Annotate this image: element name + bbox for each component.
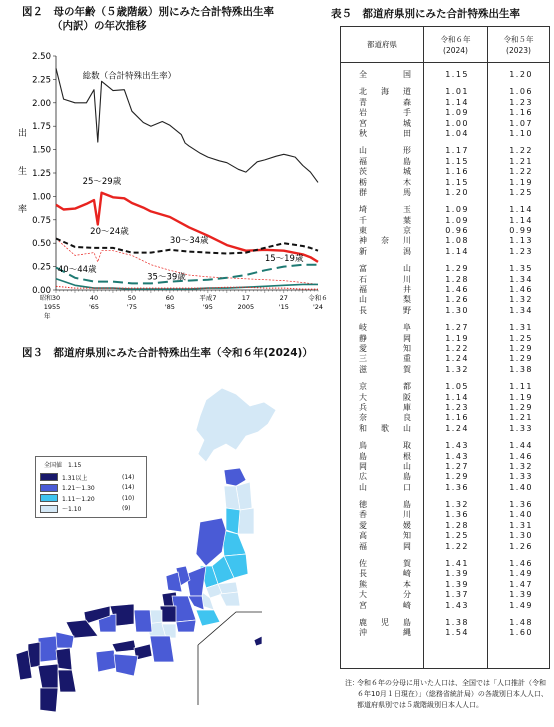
cell-r5: 1.29 xyxy=(509,354,533,364)
y-tick-label: 1.50 xyxy=(32,145,51,156)
legend-swatch xyxy=(40,484,58,492)
cell-prefecture: 長野 xyxy=(359,305,411,315)
cell-prefecture: 佐賀 xyxy=(359,559,411,569)
table-row-group xyxy=(424,70,487,80)
header-r6: 令和６年 (2024) xyxy=(423,27,487,62)
cell-r6: 1.28 xyxy=(445,520,469,530)
y-tick-label: 2.00 xyxy=(32,98,51,109)
cell-prefecture: 山梨 xyxy=(359,295,411,305)
prefecture-shape xyxy=(56,632,74,648)
table-row-group xyxy=(424,87,487,139)
prefecture-shape xyxy=(96,650,116,672)
y-tick-label: 1.75 xyxy=(32,122,51,133)
cell-r6: 1.54 xyxy=(445,628,469,638)
x-tick-label-year: '95 xyxy=(202,303,213,311)
legend-label: 1.31以上 xyxy=(62,474,88,482)
y-tick-label: 1.00 xyxy=(32,192,51,203)
cell-prefecture: 福井 xyxy=(359,285,411,295)
table-row-group xyxy=(424,146,487,198)
series-label: 20～24歳 xyxy=(90,226,129,237)
table-row-group xyxy=(488,70,549,80)
cell-prefecture: 高知 xyxy=(359,531,411,541)
cell-r5: 1.30 xyxy=(509,531,533,541)
y-tick-label: 1.25 xyxy=(32,169,51,179)
x-axis xyxy=(40,290,328,320)
y-tick-label: 2.50 xyxy=(32,52,51,62)
x-tick-label-era: 40 xyxy=(89,294,99,302)
x-tick-label-year: '24 xyxy=(312,303,324,311)
cell-r6: 1.27 xyxy=(445,323,469,333)
x-tick-label-year: 1955 xyxy=(43,303,61,311)
cell-r6: 1.24 xyxy=(445,423,469,433)
note-text: 令和６年の分母に用いた人口は、全国では「人口推計（令和６年10月１日現在）」（総務省統計局）の各歳別日本人人口、都道府県別では５歳階級別日本人人口。 xyxy=(357,679,548,709)
cell-prefecture: 愛知 xyxy=(359,343,411,353)
legend-swatch xyxy=(40,494,58,502)
table-row-group xyxy=(424,382,487,434)
legend-count: (14) xyxy=(122,484,135,492)
cell-r6: 1.05 xyxy=(445,382,469,392)
cell-r5: 1.33 xyxy=(509,472,533,482)
cell-prefecture: 全国 xyxy=(359,70,411,79)
cell-prefecture: 山形 xyxy=(359,146,411,156)
cell-r6: 1.15 xyxy=(445,70,469,79)
x-tick-label-era: 50 xyxy=(127,294,137,302)
cell-r5: 1.26 xyxy=(509,541,533,551)
cell-prefecture: 福島 xyxy=(359,156,411,166)
prefecture-shape xyxy=(224,468,246,486)
table-row-group xyxy=(424,441,487,493)
y-axis-label xyxy=(18,127,27,215)
cell-r5: 1.46 xyxy=(509,285,533,295)
legend-swatch xyxy=(40,505,58,513)
cell-r5: 1.07 xyxy=(509,118,533,128)
x-year-char: 年 xyxy=(44,312,51,320)
cell-r6: 1.36 xyxy=(445,510,469,520)
cell-r6: 1.08 xyxy=(445,236,469,246)
prefecture-shape xyxy=(56,648,72,670)
cell-prefecture: 鳥取 xyxy=(359,441,411,451)
cell-r5: 1.48 xyxy=(509,617,533,627)
prefecture-shape xyxy=(196,610,220,626)
cell-r5: 1.23 xyxy=(509,97,533,107)
cell-prefecture: 東京 xyxy=(359,226,411,236)
cell-r5: 1.20 xyxy=(509,70,533,79)
japan-prefecture-map xyxy=(0,370,330,720)
cell-prefecture: 茨城 xyxy=(359,167,411,177)
cell-r6: 1.17 xyxy=(445,146,469,156)
table-row-group xyxy=(341,323,423,375)
cell-r6: 1.29 xyxy=(445,472,469,482)
cell-prefecture: 北海道 xyxy=(359,87,411,97)
cell-r6: 0.96 xyxy=(445,226,469,236)
cell-r5: 1.31 xyxy=(509,520,533,530)
cell-prefecture: 三重 xyxy=(359,354,411,364)
legend-count: (9) xyxy=(122,505,131,513)
table-body xyxy=(341,63,549,668)
cell-r6: 1.32 xyxy=(445,364,469,374)
cell-r6: 1.32 xyxy=(445,500,469,510)
cell-prefecture: 石川 xyxy=(359,274,411,284)
cell-r6: 1.43 xyxy=(445,441,469,451)
cell-r6: 1.14 xyxy=(445,97,469,107)
r5-column xyxy=(487,63,549,668)
prefecture-shape xyxy=(40,688,58,712)
cell-r6: 1.39 xyxy=(445,579,469,589)
table-row-group xyxy=(488,323,549,375)
table-row-group xyxy=(488,618,549,639)
fig3-title: 図３ 都道府県別にみた合計特殊出生率（令和６年(2024)） xyxy=(22,347,313,359)
table-row-group xyxy=(488,87,549,139)
series-label: 40～44歳 xyxy=(57,265,97,276)
prefecture-shape xyxy=(114,654,138,676)
legend-count: (14) xyxy=(122,473,135,481)
series-label: 35～39歳 xyxy=(147,272,186,283)
table-row-group xyxy=(424,500,487,552)
cell-r6: 1.39 xyxy=(445,569,469,579)
cell-r6: 1.09 xyxy=(445,205,469,215)
prefecture-regions xyxy=(16,388,276,712)
cell-r6: 1.23 xyxy=(445,402,469,412)
cell-r6: 1.22 xyxy=(445,541,469,551)
cell-prefecture: 岡山 xyxy=(359,461,411,471)
x-tick-label-year: '85 xyxy=(164,303,175,311)
cell-prefecture: 長崎 xyxy=(359,569,411,579)
cell-prefecture: 山口 xyxy=(359,482,411,492)
cell-prefecture: 岩手 xyxy=(359,108,411,118)
table-row-group xyxy=(488,500,549,552)
cell-r6: 1.00 xyxy=(445,118,469,128)
cell-r6: 1.20 xyxy=(445,187,469,197)
cell-prefecture: 福岡 xyxy=(359,541,411,551)
cell-r5: 1.21 xyxy=(509,413,533,423)
table-row-group xyxy=(488,559,549,611)
table5-title: 表５ 都道府県別にみた合計特殊出生率 xyxy=(331,8,520,20)
prefecture-shape xyxy=(176,620,196,632)
cell-r6: 1.16 xyxy=(445,167,469,177)
cell-r6: 1.38 xyxy=(445,617,469,627)
table-row-group xyxy=(341,441,423,493)
cell-r5: 1.29 xyxy=(509,343,533,353)
cell-r6: 1.29 xyxy=(445,264,469,274)
cell-r6: 1.27 xyxy=(445,461,469,471)
prefecture-shape xyxy=(134,610,152,632)
cell-r6: 1.36 xyxy=(445,482,469,492)
cell-r6: 1.43 xyxy=(445,451,469,461)
legend-swatch xyxy=(40,473,58,481)
cell-prefecture: 鹿児島 xyxy=(359,617,411,627)
fig2-subtitle: （内訳）の年次推移 xyxy=(52,20,147,32)
cell-prefecture: 栃木 xyxy=(359,177,411,187)
cell-prefecture: 神奈川 xyxy=(359,236,411,246)
cell-r5: 1.49 xyxy=(509,600,533,610)
cell-r6: 1.09 xyxy=(445,108,469,118)
series-label: 総数（合計特殊出生率） xyxy=(82,71,177,82)
prefecture-shape xyxy=(160,606,176,622)
y-tick-label: 0.00 xyxy=(32,286,51,296)
table-row-group xyxy=(424,618,487,639)
cell-r5: 1.32 xyxy=(509,461,533,471)
cell-r5: 1.13 xyxy=(509,236,533,246)
cell-prefecture: 群馬 xyxy=(359,187,411,197)
cell-r6: 1.01 xyxy=(445,87,469,97)
cell-r5: 1.19 xyxy=(509,392,533,402)
cell-r5: 1.47 xyxy=(509,579,533,589)
prefecture-shape xyxy=(150,636,174,662)
table-row-group xyxy=(488,146,549,198)
y-tick-label: 0.75 xyxy=(32,215,51,226)
cell-r5: 1.38 xyxy=(509,364,533,374)
x-tick-label-year: 2005 xyxy=(237,303,255,311)
cell-r5: 1.40 xyxy=(509,510,533,520)
cell-prefecture: 兵庫 xyxy=(359,402,411,412)
cell-r6: 1.16 xyxy=(445,413,469,423)
cell-prefecture: 和歌山 xyxy=(359,423,411,433)
cell-prefecture: 徳島 xyxy=(359,500,411,510)
table-row-group xyxy=(341,382,423,434)
cell-r5: 1.31 xyxy=(509,323,533,333)
cell-r5: 1.34 xyxy=(509,305,533,315)
cell-prefecture: 広島 xyxy=(359,472,411,482)
cell-r5: 1.33 xyxy=(509,423,533,433)
table-row-group xyxy=(341,500,423,552)
legend-item xyxy=(40,472,142,483)
fig2-line-chart xyxy=(0,36,330,336)
x-tick-label-year: '15 xyxy=(278,303,289,311)
cell-r6: 1.41 xyxy=(445,559,469,569)
cell-r5: 1.39 xyxy=(509,590,533,600)
table-row-group xyxy=(424,559,487,611)
fig2-title: 図２ 母の年齢（５歳階級）別にみた合計特殊出生率 xyxy=(22,6,274,18)
header-prefecture: 都道府県 xyxy=(367,40,397,49)
x-tick-label-era: 令和６ xyxy=(308,294,328,302)
cell-r5: 1.36 xyxy=(509,500,533,510)
cell-r6: 1.46 xyxy=(445,285,469,295)
cell-r5: 1.46 xyxy=(509,451,533,461)
table-row-group xyxy=(341,264,423,316)
cell-r5: 1.14 xyxy=(509,205,533,215)
cell-r5: 1.21 xyxy=(509,156,533,166)
cell-prefecture: 岐阜 xyxy=(359,323,411,333)
x-tick-label-era: 27 xyxy=(279,294,288,302)
cell-r6: 1.15 xyxy=(445,177,469,187)
cell-r5: 1.22 xyxy=(509,146,533,156)
series-line xyxy=(56,279,318,289)
prefecture-tfr-table xyxy=(340,26,550,669)
cell-r5: 1.40 xyxy=(509,482,533,492)
table-row-group xyxy=(488,205,549,257)
prefecture-shape xyxy=(226,508,240,534)
table-row-group xyxy=(341,559,423,611)
cell-r5: 1.23 xyxy=(509,246,533,256)
cell-prefecture: 沖縄 xyxy=(359,628,411,638)
table-header xyxy=(341,27,549,63)
note-label: 注： xyxy=(345,679,359,687)
map-legend xyxy=(35,456,147,518)
cell-r6: 1.30 xyxy=(445,305,469,315)
prefecture-column xyxy=(341,63,423,668)
cell-prefecture: 千葉 xyxy=(359,215,411,225)
prefecture-shape xyxy=(58,670,76,692)
table-row-group xyxy=(341,618,423,639)
legend-label: 1.21～1.30 xyxy=(62,485,95,493)
cell-prefecture: 静岡 xyxy=(359,333,411,343)
cell-r5: 1.14 xyxy=(509,215,533,225)
legend-label: ～1.10 xyxy=(62,506,82,514)
cell-r5: 1.10 xyxy=(509,128,533,138)
table-row-group xyxy=(488,441,549,493)
y-label-char: 生 xyxy=(18,167,28,177)
x-tick-label-era: 60 xyxy=(165,294,175,302)
prefecture-shape xyxy=(112,640,136,652)
series-line xyxy=(56,68,318,182)
legend-item xyxy=(40,483,142,494)
y-tick-label: 0.25 xyxy=(32,262,51,273)
x-tick-label-era: 30 xyxy=(51,294,61,302)
cell-r5: 1.35 xyxy=(509,264,533,274)
cell-r6: 1.14 xyxy=(445,246,469,256)
cell-r6: 1.25 xyxy=(445,531,469,541)
cell-r5: 1.32 xyxy=(509,295,533,305)
cell-r5: 0.99 xyxy=(509,226,533,236)
x-tick-label-era: 平成7 xyxy=(199,294,217,302)
cell-r5: 1.06 xyxy=(509,87,533,97)
table-row-group xyxy=(424,323,487,375)
cell-r5: 1.25 xyxy=(509,187,533,197)
table-row-group xyxy=(488,382,549,434)
table-row-group xyxy=(424,205,487,257)
x-tick-label-era: 17 xyxy=(241,294,250,302)
prefecture-shape xyxy=(254,636,262,646)
cell-prefecture: 奈良 xyxy=(359,413,411,423)
cell-r6: 1.15 xyxy=(445,156,469,166)
prefecture-shape xyxy=(220,592,240,606)
table-row-group xyxy=(341,87,423,139)
cell-prefecture: 大阪 xyxy=(359,392,411,402)
cell-r6: 1.14 xyxy=(445,392,469,402)
cell-r5: 1.49 xyxy=(509,569,533,579)
cell-r5: 1.16 xyxy=(509,108,533,118)
cell-r5: 1.44 xyxy=(509,441,533,451)
y-tick-label: 2.25 xyxy=(32,75,51,86)
cell-prefecture: 熊本 xyxy=(359,579,411,589)
cell-r6: 1.26 xyxy=(445,295,469,305)
series-label: 30～34歳 xyxy=(169,236,209,247)
cell-r5: 1.11 xyxy=(509,382,533,392)
cell-r6: 1.37 xyxy=(445,590,469,600)
cell-r5: 1.22 xyxy=(509,167,533,177)
prefecture-shape xyxy=(38,664,58,688)
cell-prefecture: 京都 xyxy=(359,382,411,392)
cell-r5: 1.60 xyxy=(509,628,533,638)
cell-r6: 1.04 xyxy=(445,128,469,138)
cell-r6: 1.22 xyxy=(445,343,469,353)
cell-prefecture: 香川 xyxy=(359,510,411,520)
x-tick-label-year: '65 xyxy=(88,303,100,311)
x-era-label: 昭和 xyxy=(40,295,53,302)
cell-r6: 1.09 xyxy=(445,215,469,225)
prefecture-shape xyxy=(38,636,58,662)
cell-r5: 1.19 xyxy=(509,177,533,187)
x-tick-label-year: '75 xyxy=(126,303,137,311)
cell-r6: 1.24 xyxy=(445,354,469,364)
y-label-char: 出 xyxy=(18,129,28,139)
prefecture-shape xyxy=(238,508,254,534)
cell-r5: 1.46 xyxy=(509,559,533,569)
series-label: 15～19歳 xyxy=(264,253,304,264)
legend-item xyxy=(40,504,142,515)
cell-prefecture: 秋田 xyxy=(359,128,411,138)
cell-prefecture: 大分 xyxy=(359,590,411,600)
table-note xyxy=(345,678,550,711)
y-tick-label: 0.50 xyxy=(32,239,51,250)
cell-r5: 1.29 xyxy=(509,402,533,412)
cell-prefecture: 青森 xyxy=(359,97,411,107)
r6-column xyxy=(423,63,487,668)
cell-r6: 1.43 xyxy=(445,600,469,610)
table-row-group xyxy=(341,146,423,198)
cell-r6: 1.19 xyxy=(445,333,469,343)
legend-label: 1.11～1.20 xyxy=(62,495,95,503)
cell-prefecture: 滋賀 xyxy=(359,364,411,374)
cell-prefecture: 新潟 xyxy=(359,246,411,256)
y-label-char: 率 xyxy=(18,205,28,215)
cell-prefecture: 富山 xyxy=(359,264,411,274)
cell-prefecture: 埼玉 xyxy=(359,205,411,215)
table-row-group xyxy=(341,205,423,257)
cell-r6: 1.28 xyxy=(445,274,469,284)
cell-prefecture: 宮崎 xyxy=(359,600,411,610)
cell-r5: 1.25 xyxy=(509,333,533,343)
series-label: 25～29歳 xyxy=(82,177,122,188)
cell-prefecture: 宮城 xyxy=(359,118,411,128)
cell-r5: 1.34 xyxy=(509,274,533,284)
legend-title: 全国値 1.15 xyxy=(44,462,82,469)
prefecture-shape xyxy=(196,388,276,462)
cell-prefecture: 愛媛 xyxy=(359,520,411,530)
table-row-group xyxy=(341,70,423,80)
cell-prefecture: 島根 xyxy=(359,451,411,461)
legend-item xyxy=(40,493,142,504)
legend-count: (10) xyxy=(122,494,135,502)
table-row-group xyxy=(488,264,549,316)
table-row-group xyxy=(424,264,487,316)
header-r5: 令和５年 (2023) xyxy=(487,27,549,62)
